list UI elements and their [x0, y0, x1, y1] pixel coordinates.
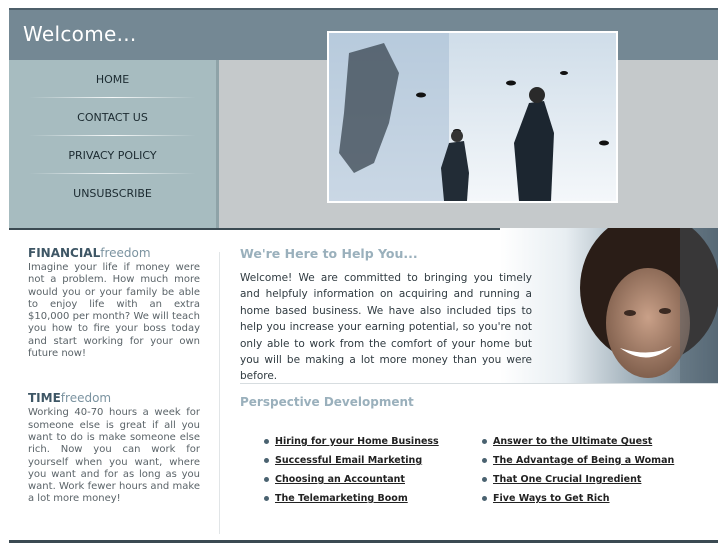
business-people-photo	[327, 31, 618, 203]
time-freedom-text: Working 40-70 hours a week for someone else is great if all you want to do is make someone else rich. Now you can work for yourself when you want, where you want and for as long as you want. Work fewer hours and make a lot more money!	[28, 407, 200, 505]
time-freedom-title	[28, 391, 200, 405]
nav-home[interactable]: HOME	[9, 60, 216, 98]
nav-privacy-policy[interactable]: PRIVACY POLICY	[9, 136, 216, 174]
nav-menu	[9, 60, 219, 228]
link-label[interactable]: Answer to the Ultimate Quest	[493, 436, 653, 447]
smiling-woman-photo	[500, 228, 718, 383]
main-heading: We're Here to Help You...	[240, 246, 418, 261]
link-label[interactable]: That One Crucial Ingredient	[493, 474, 642, 485]
top-border	[0, 0, 727, 8]
links-left-column	[264, 432, 439, 508]
nav-unsubscribe[interactable]: UNSUBSCRIBE	[73, 186, 152, 200]
column-divider	[219, 252, 220, 534]
horizontal-divider	[240, 383, 718, 384]
welcome-title: Welcome...	[23, 22, 137, 46]
link-label[interactable]: Successful Email Marketing	[275, 455, 423, 466]
bullet-icon	[264, 477, 269, 482]
financial-title-bold: FINANCIAL	[28, 246, 101, 260]
bullet-icon	[264, 458, 269, 463]
link-label[interactable]: Five Ways to Get Rich	[493, 493, 610, 504]
perspective-development-heading: Perspective Development	[240, 395, 414, 409]
link-advantage-being-woman[interactable]	[482, 451, 674, 470]
bullet-icon	[482, 439, 487, 444]
link-label[interactable]: Hiring for your Home Business	[275, 436, 439, 447]
link-label[interactable]: The Telemarketing Boom	[275, 493, 408, 504]
time-title-light: freedom	[60, 391, 112, 406]
links-right-column	[482, 432, 674, 508]
time-title-bold: TIME	[28, 391, 61, 406]
main-welcome-text: Welcome! We are committed to bringing you timely and helpfuly information on acquiring and running a home based business. We have also included tips to help you increase your earning potential, so you're not only able to work from the comfort of your home but you will be making a lot more money than you were before.	[240, 272, 532, 383]
financial-freedom-text: Imagine your life if money were not a problem. How much more would you or your family be able to enjoy life with an extra $10,000 per month? We will teach you how to fire your boss today and start working for your own future now!	[28, 262, 200, 360]
link-answer-ultimate-quest[interactable]	[482, 432, 674, 451]
business-people-illustration	[329, 33, 616, 201]
bullet-icon	[482, 496, 487, 501]
bullet-icon	[264, 496, 269, 501]
nav-contact-us[interactable]: CONTACT US	[9, 98, 216, 136]
bullet-icon	[482, 477, 487, 482]
link-label[interactable]: The Advantage of Being a Woman	[493, 455, 675, 466]
link-telemarketing-boom[interactable]	[264, 489, 439, 508]
bottom-border	[9, 540, 718, 543]
link-five-ways-get-rich[interactable]	[482, 489, 674, 508]
bullet-icon	[264, 439, 269, 444]
link-label[interactable]: Choosing an Accountant	[275, 474, 405, 485]
link-crucial-ingredient[interactable]	[482, 470, 674, 489]
link-choosing-accountant[interactable]	[264, 470, 439, 489]
link-successful-email-marketing[interactable]	[264, 451, 439, 470]
link-hiring-home-business[interactable]	[264, 432, 439, 451]
left-column	[28, 246, 200, 506]
financial-title-light: freedom	[100, 246, 151, 260]
smiling-woman-illustration	[500, 228, 718, 383]
financial-freedom-title	[28, 246, 200, 260]
bullet-icon	[482, 458, 487, 463]
